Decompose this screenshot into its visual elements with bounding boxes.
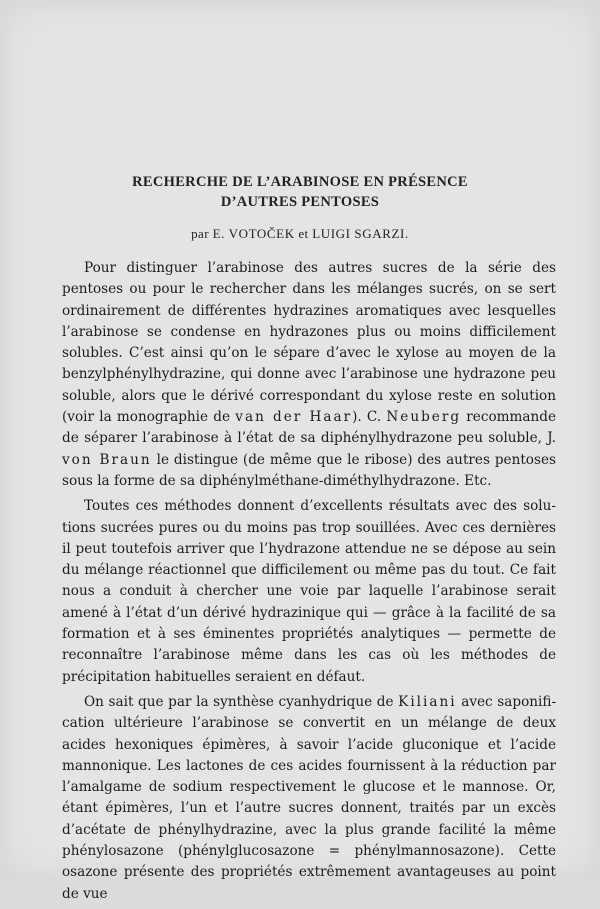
paragraph-1	[62, 258, 556, 492]
cited-name-von-braun: von Braun	[62, 451, 152, 468]
paragraph-1-text-d: le distingue (de même que le ribose) des autres pentoses sous la forme de sa diphénylméthane-diméthylhydrazone. Etc.	[62, 451, 556, 489]
paragraph-1-text-c: recommande de séparer l’arabinose à l’état de sa diphénylhydrazone peu soluble, J.	[62, 409, 557, 447]
title-line-2: D’AUTRES PENTOSES	[220, 194, 380, 210]
paragraph-2: Toutes ces méthodes donnent d’excellents résultats avec des solutions sucrées pures ou du moins pas trop souillées. Avec ces dernières il peut toutefois arriver que l’hydrazone attendue ne se dépose au sein du mélange réactionnel que difficilement ou même pas du tout. Ce fait nous a conduit à chercher une voie par laquelle l’arabinose serait amené à l’état d’un dérivé hydrazinique qui — grâce à la facilité de sa formation et à ses éminentes propriétés analytiques — permette de reconnaître l’arabinose même dans les cas où les méthodes de précipitation habituelles seraient en défaut.	[62, 498, 556, 685]
article-body	[62, 258, 556, 909]
byline-prefix: par	[191, 226, 209, 241]
article-title	[60, 172, 540, 212]
paragraph-3-text-a: On sait que par la synthèse cyanhydrique de	[84, 693, 394, 710]
byline-conjunction: et	[298, 226, 309, 241]
byline	[60, 226, 540, 242]
author-2: LUIGI SGARZI.	[312, 226, 409, 241]
paragraph-3	[62, 692, 556, 905]
cited-name-kiliani: Kiliani	[398, 693, 457, 710]
paragraph-1-text-a: Pour distinguer l’arabinose des autres sucres de la série des pentoses ou pour le rechercher dans les mélanges sucrés, on se sert ordinairement de différentes hydrazines aromatiques avec lesquelles l’arabinose se condense en hydrazones plus ou moins difficilement solubles. C’est ainsi qu’on le sépare d’avec le xylose au moyen de la benzylphénylhydrazine, qui donne avec l’arabinose une hydrazone peu soluble, alors que le dérivé correspondant du xylose reste en solution (voir la monographie de	[62, 260, 556, 426]
author-1: E. VOTOČEK	[212, 226, 295, 241]
paragraph-1-text-b: ). C.	[352, 409, 382, 426]
title-line-1: RECHERCHE DE L’ARABINOSE EN PRÉSENCE	[132, 174, 468, 190]
paragraph-3-text-b: avec saponification ultérieure l’arabinose se convertit en un mélange de deux acides hexoniques épimères, à savoir l’acide gluconique et l’acide mannonique. Les lactones de ces acides fournissent à la réduction par l’amalgame de sodium respectivement le glucose et le mannose. Or, étant épimères, l’un et l’autre sucres donnent, traités par un excès d’acétate de phénylhydrazine, avec la plus grande facilité la même phénylosazone (phénylglucosazone = phénylmannosazone). Cette osazone présente des propriétés extrêmement avantageuses au point de vue	[62, 693, 557, 902]
cited-name-van-der-haar: van der Haar	[235, 409, 353, 426]
cited-name-neuberg: Neuberg	[386, 409, 462, 426]
